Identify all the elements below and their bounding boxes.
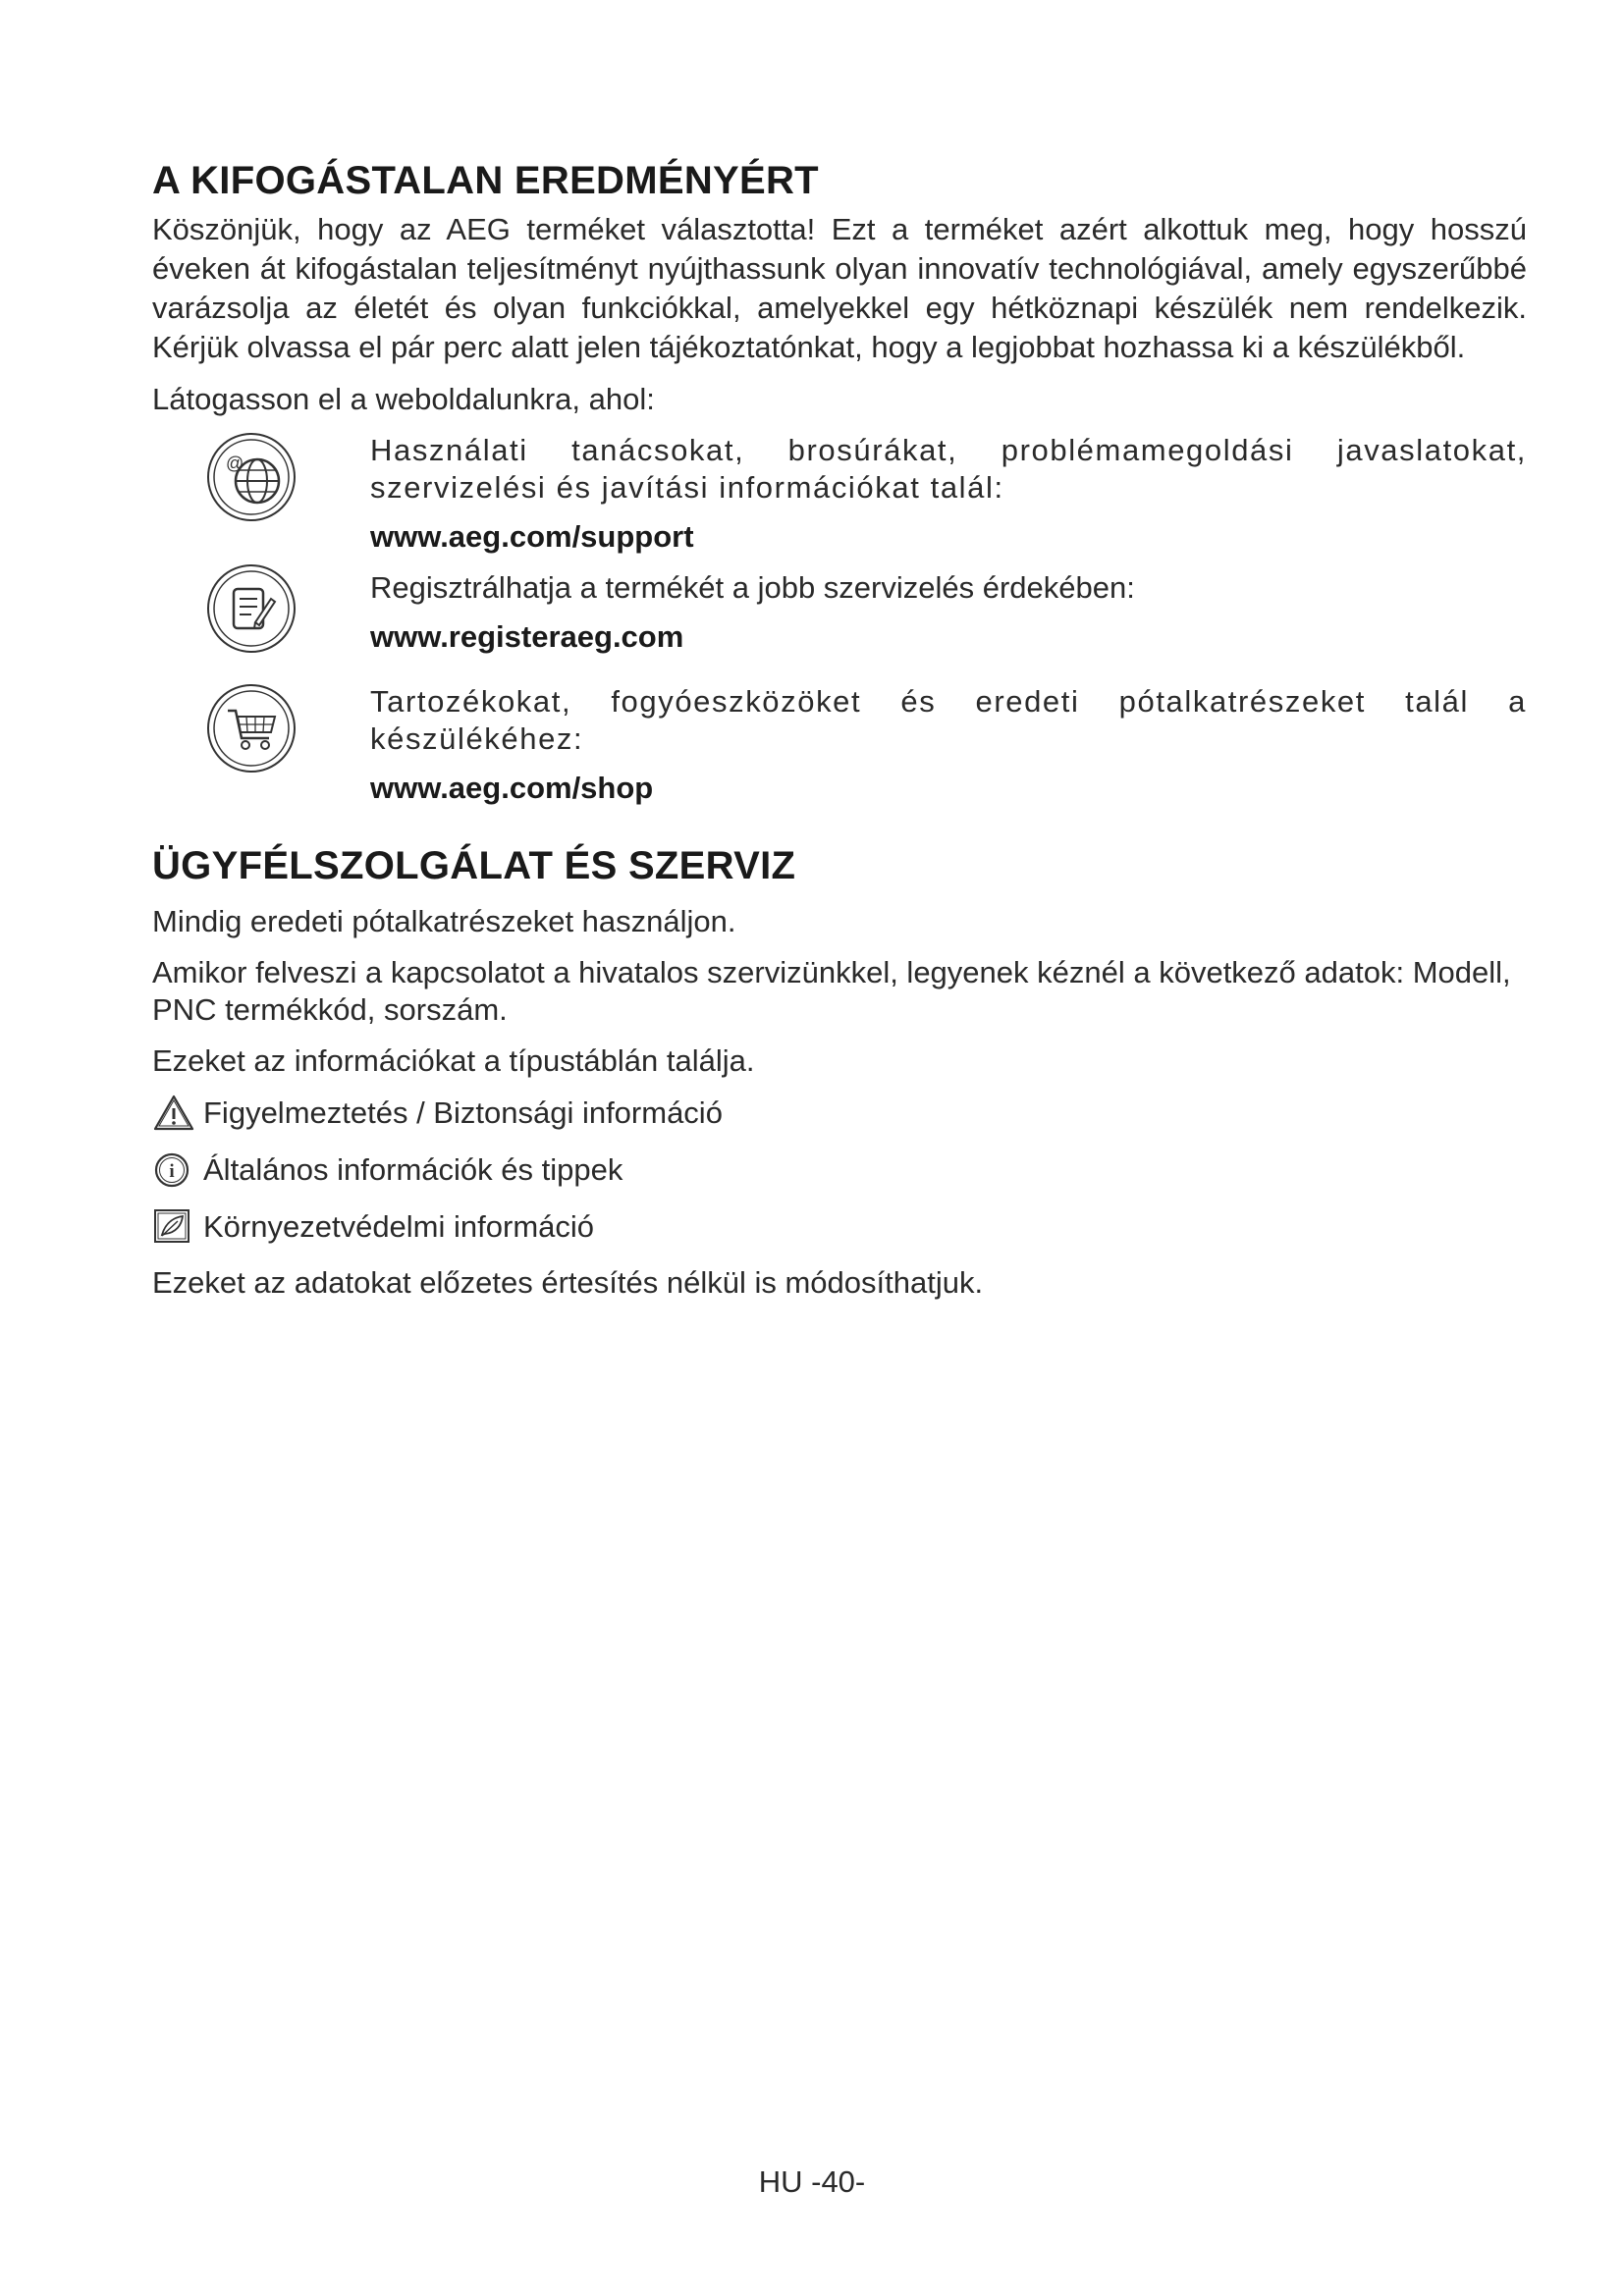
- legend-info-text: Általános információk és tippek: [203, 1152, 623, 1187]
- legend-warning-text: Figyelmeztetés / Biztonsági információ: [203, 1095, 723, 1130]
- page-number: HU -40-: [758, 2164, 866, 2199]
- visit-website-text: Látogasson el a weboldalunkra, ahol:: [152, 382, 655, 416]
- document-page: [152, 157, 1527, 1315]
- environment-icon: [152, 1207, 195, 1247]
- svg-text:i: i: [169, 1161, 175, 1182]
- svg-text:@: @: [226, 454, 244, 473]
- section-title-customer-service: ÜGYFÉLSZOLGÁLAT ÉS SZERVIZ: [152, 844, 796, 887]
- legend-warning: [152, 1094, 1527, 1133]
- info-icon: [152, 1150, 195, 1190]
- globe-icon: [206, 432, 297, 522]
- shopping-cart-icon: [206, 683, 297, 774]
- change-notice-text: Ezeket az adatokat előzetes értesítés nélkül is módosíthatjuk.: [152, 1265, 984, 1300]
- register-description: Regisztrálhatja a termékét a jobb szervizelés érdekében:: [370, 570, 1135, 605]
- support-link-row: [152, 432, 1527, 556]
- intro-paragraph: Köszönjük, hogy az AEG terméket választotta! Ezt a terméket azért alkottuk meg, hogy hosszú éveken át kifogástalan teljesítményt nyújthassunk olyan innovatív technológiával, amely egyszerűbbé varázsolja az életét és olyan funkciókkal, amelyekkel egy hétköznapi készülék nem rendelkezik. Kérjük olvassa el pár perc alatt jelen tájékoztatónkat, hogy a legjobbat hozhassa ki a készülékből.: [152, 212, 1527, 364]
- support-description: Használati tanácsokat, brosúrákat, problémamegoldási javaslatokat, szervizelési és javítási információkat talál:: [370, 433, 1527, 505]
- support-url[interactable]: www.aeg.com/support: [370, 519, 694, 554]
- rating-plate-text: Ezeket az információkat a típustáblán találja.: [152, 1043, 755, 1078]
- contact-info-text: Amikor felveszi a kapcsolatot a hivatalos szervizünkkel, legyenek kéznél a következő adatok: Modell, PNC termékkód, sorszám.: [152, 955, 1511, 1027]
- register-icon: [206, 563, 297, 654]
- legend-info: [152, 1150, 1527, 1190]
- shop-url[interactable]: www.aeg.com/shop: [370, 771, 654, 805]
- register-url[interactable]: www.registeraeg.com: [370, 619, 684, 654]
- legend-environment-text: Környezetvédelmi információ: [203, 1209, 595, 1244]
- shop-description: Tartozékokat, fogyóeszközöket és eredeti pótalkatrészeket talál a készülékéhez:: [370, 684, 1527, 756]
- section-title-perfect-results: A KIFOGÁSTALAN EREDMÉNYÉRT: [152, 159, 819, 202]
- shop-link-row: [152, 683, 1527, 807]
- legend-environment: [152, 1207, 1527, 1247]
- register-link-row: [152, 569, 1527, 656]
- warning-icon: [152, 1094, 195, 1133]
- original-parts-text: Mindig eredeti pótalkatrészeket használjon.: [152, 904, 736, 938]
